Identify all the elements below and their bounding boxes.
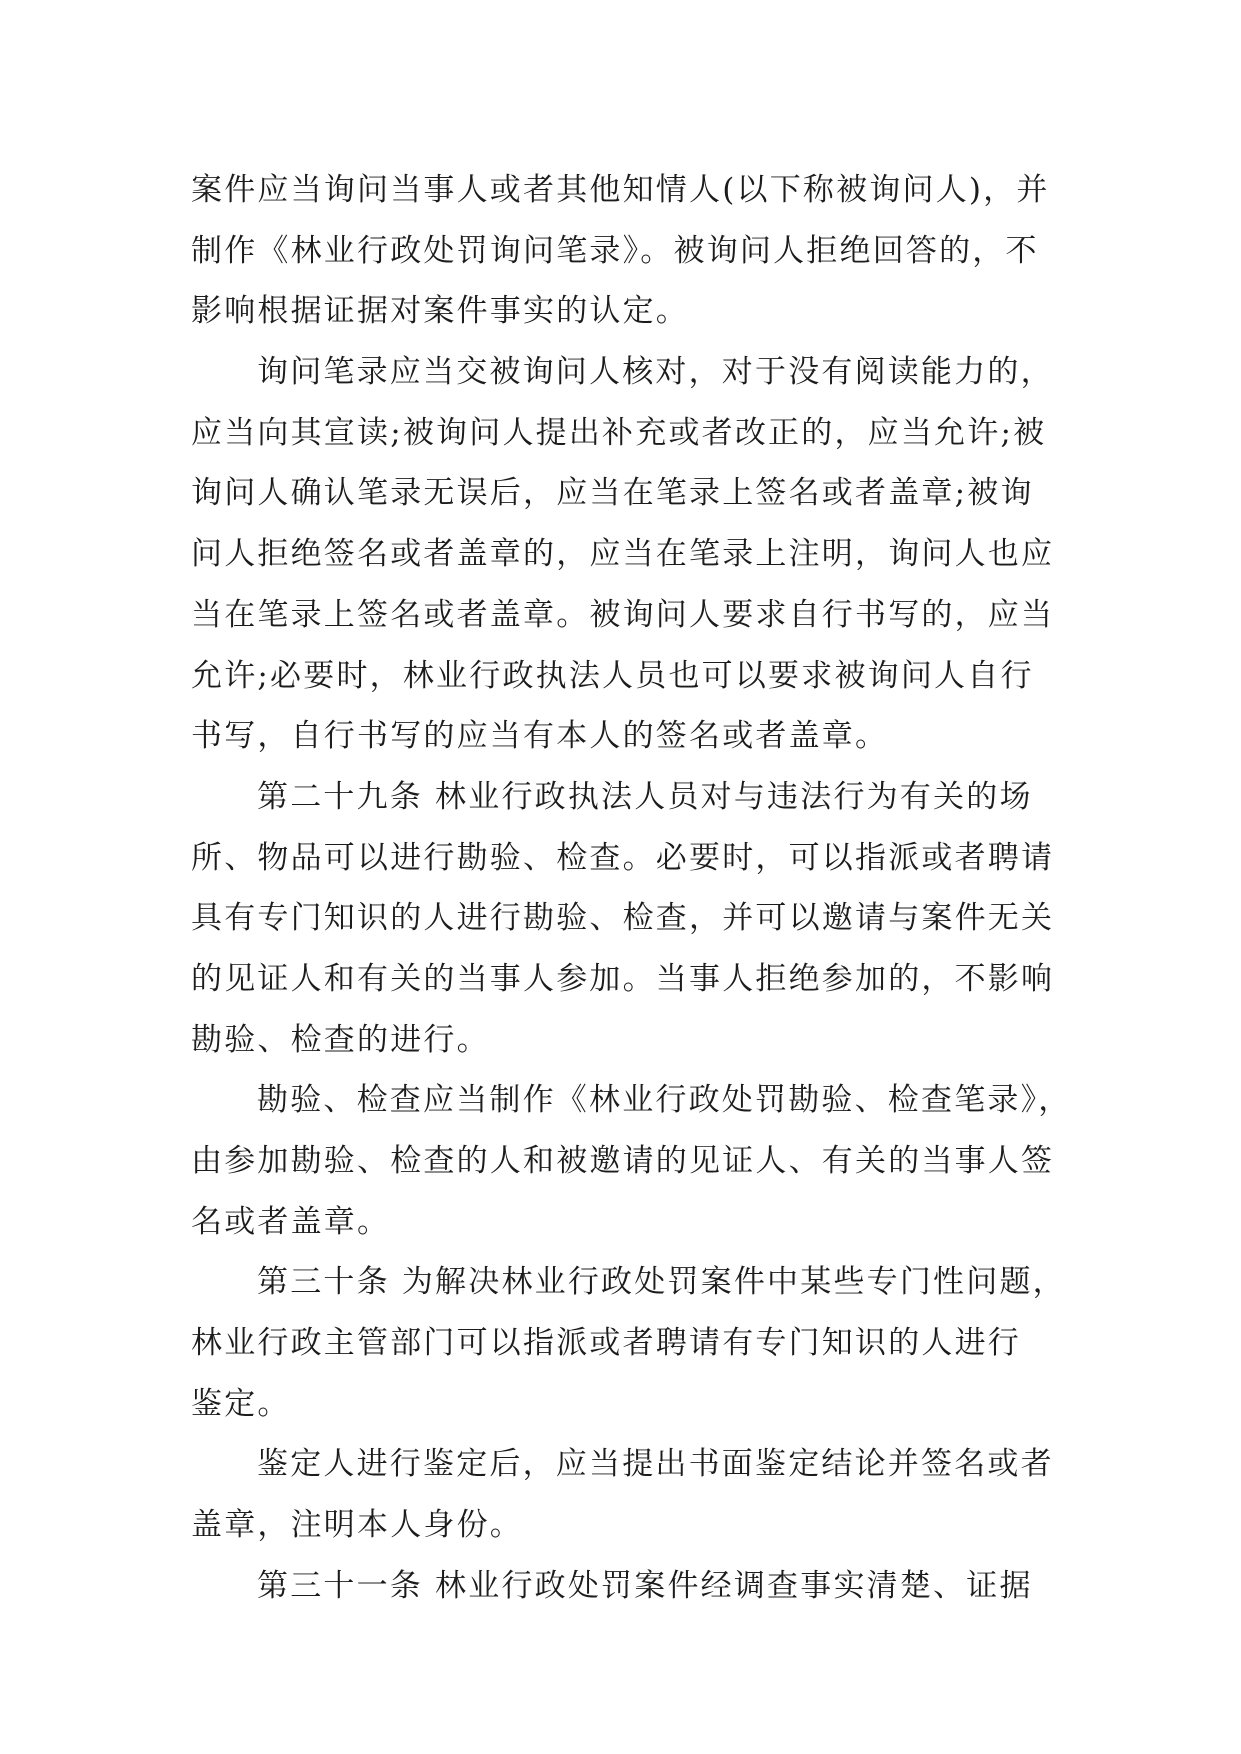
text-line: 影响根据证据对案件事实的认定。	[191, 293, 689, 330]
text-line: 的见证人和有关的当事人参加。当事人拒绝参加的，不影响	[191, 960, 1055, 997]
article-heading-line: 第二十九条 林业行政执法人员对与违法行为有关的场	[257, 778, 1033, 815]
text-line: 名或者盖章。	[191, 1203, 391, 1240]
body-text	[191, 160, 1072, 1617]
text-line: 问人拒绝签名或者盖章的，应当在笔录上注明，询问人也应	[191, 536, 1055, 573]
text-line: 盖章，注明本人身份。	[191, 1507, 523, 1544]
article-heading-line: 第三十一条 林业行政处罚案件经调查事实清楚、证据	[257, 1567, 1033, 1604]
text-line: 鉴定人进行鉴定后，应当提出书面鉴定结论并签名或者	[257, 1446, 1054, 1483]
article-heading-line: 第三十条 为解决林业行政处罚案件中某些专门性问题，	[257, 1264, 1066, 1301]
text-line: 书写，自行书写的应当有本人的签名或者盖章。	[191, 718, 889, 755]
text-line: 由参加勘验、检查的人和被邀请的见证人、有关的当事人签	[191, 1143, 1055, 1179]
text-line: 应当向其宣读;被询问人提出补充或者改正的，应当允许;被	[191, 414, 1047, 451]
text-line: 制作《林业行政处罚询问笔录》。被询问人拒绝回答的，不	[191, 232, 1039, 269]
text-line: 鉴定。	[191, 1385, 291, 1422]
text-line: 勘验、检查应当制作《林业行政处罚勘验、检查笔录》，	[257, 1082, 1072, 1119]
text-line: 允许;必要时，林业行政执法人员也可以要求被询问人自行	[191, 657, 1034, 694]
text-line: 案件应当询问当事人或者其他知情人(以下称被询问人)，并	[191, 172, 1050, 208]
text-line: 当在笔录上签名或者盖章。被询问人要求自行书写的，应当	[191, 596, 1055, 633]
text-line: 询问人确认笔录无误后，应当在笔录上签名或者盖章;被询	[191, 475, 1034, 512]
text-line: 所、物品可以进行勘验、检查。必要时，可以指派或者聘请	[191, 839, 1055, 876]
text-line: 勘验、检查的进行。	[191, 1021, 490, 1058]
text-line: 询问笔录应当交被询问人核对，对于没有阅读能力的，	[257, 354, 1054, 391]
text-line: 林业行政主管部门可以指派或者聘请有专门知识的人进行	[191, 1325, 1021, 1362]
text-line: 具有专门知识的人进行勘验、检查，并可以邀请与案件无关	[191, 900, 1055, 937]
